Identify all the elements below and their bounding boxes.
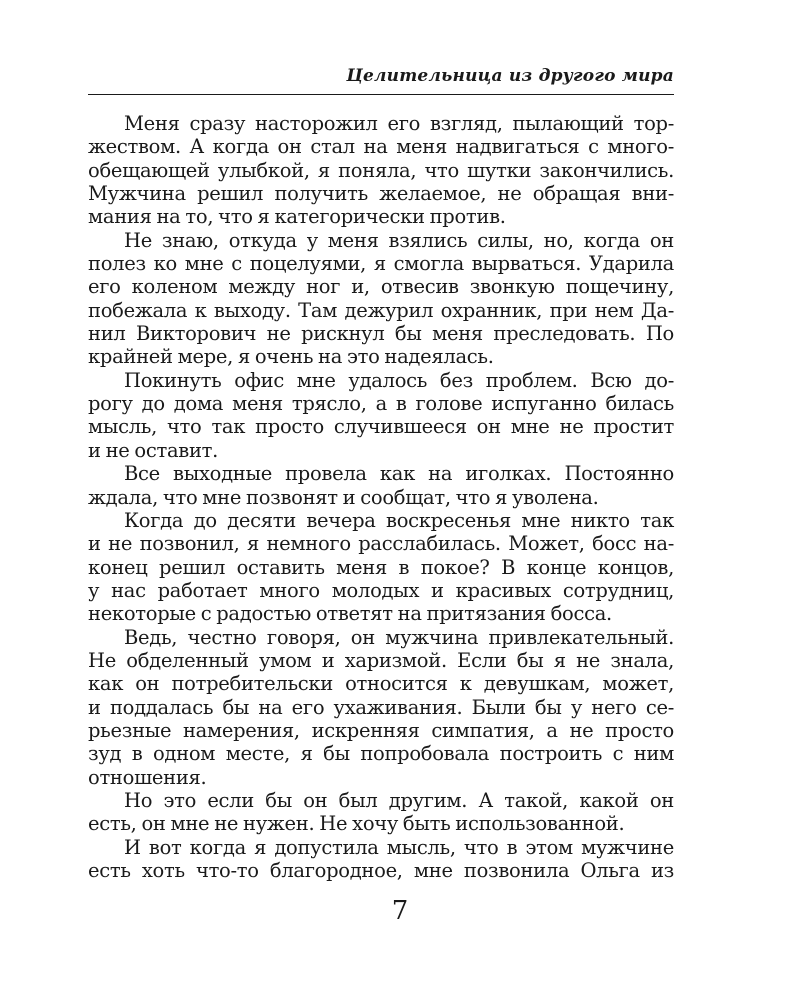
text-line: как он потребительски относится к девушкам, может, xyxy=(88,672,674,696)
text-line: ждала, что мне позвонят и сообщат, что я уволена. xyxy=(88,485,599,509)
running-header xyxy=(88,64,674,95)
text-line: жеством. А когда он стал на меня надвигаться с много- xyxy=(88,135,674,159)
text-line: и не позвонил, я немного расслабилась. Может, босс на- xyxy=(88,532,674,556)
text-line: крайней мере, я очень на это надеялась. xyxy=(88,345,494,369)
text-line: его коленом между ног и, отвесив звонкую пощечину, xyxy=(88,275,674,299)
book-title: Целительница из другого мира xyxy=(346,66,674,86)
text-line: и поддалась бы на его ухаживания. Были бы у него се- xyxy=(88,695,674,719)
text-line: Мужчина решил получить желаемое, не обращая вни- xyxy=(88,182,674,206)
text-line: рогу до дома меня трясло, а в голове испуганно билась xyxy=(88,392,674,416)
page-number: 7 xyxy=(391,896,409,926)
text-line: Покинуть офис мне удалось без проблем. Всю до- xyxy=(124,368,674,392)
text-line: некоторые с радостью ответят на притязания босса. xyxy=(88,602,612,626)
body-text xyxy=(88,112,674,882)
text-line: Не обделенный умом и харизмой. Если бы я не знала, xyxy=(88,648,674,672)
text-line: обещающей улыбкой, я поняла, что шутки закончились. xyxy=(88,158,674,182)
text-line: Меня сразу насторожил его взгляд, пылающий тор- xyxy=(124,112,674,135)
text-line: есть хоть что-то благородное, мне позвонила Ольга из xyxy=(88,859,674,882)
text-line: Ведь, честно говоря, он мужчина привлекательный. xyxy=(124,625,674,649)
text-line: нил Викторович не рискнул бы меня преследовать. По xyxy=(88,322,674,346)
text-line: Не знаю, откуда у меня взялись силы, но, когда он xyxy=(124,228,674,252)
text-line: конец решил оставить меня в покое? В конце концов, xyxy=(88,555,674,579)
text-line: мания на то, что я категорически против. xyxy=(88,205,506,229)
text-line: и не оставит. xyxy=(88,438,219,462)
text-line: рьезные намерения, искренняя симпатия, а не просто xyxy=(88,718,674,742)
text-line: Все выходные провела как на иголках. Постоянно xyxy=(124,462,674,486)
text-line: есть, он мне не нужен. Не хочу быть использованной. xyxy=(88,812,625,836)
text-line: побежала к выходу. Там дежурил охранник, при нем Да- xyxy=(88,298,674,322)
text-line: мысль, что так просто случившееся он мне не простит xyxy=(88,415,674,439)
text-line: Но это если бы он был другим. А такой, какой он xyxy=(124,788,674,812)
text-line: Когда до десяти вечера воскресенья мне никто так xyxy=(124,508,674,532)
text-line: полез ко мне с поцелуями, я смогла вырваться. Ударила xyxy=(88,252,674,276)
text-line: зуд в одном месте, я бы попробовала построить с ним xyxy=(88,742,674,766)
text-line: у нас работает много молодых и красивых сотрудниц, xyxy=(88,578,674,602)
text-line: отношения. xyxy=(88,765,207,789)
text-line: И вот когда я допустила мысль, что в этом мужчине xyxy=(124,835,674,859)
